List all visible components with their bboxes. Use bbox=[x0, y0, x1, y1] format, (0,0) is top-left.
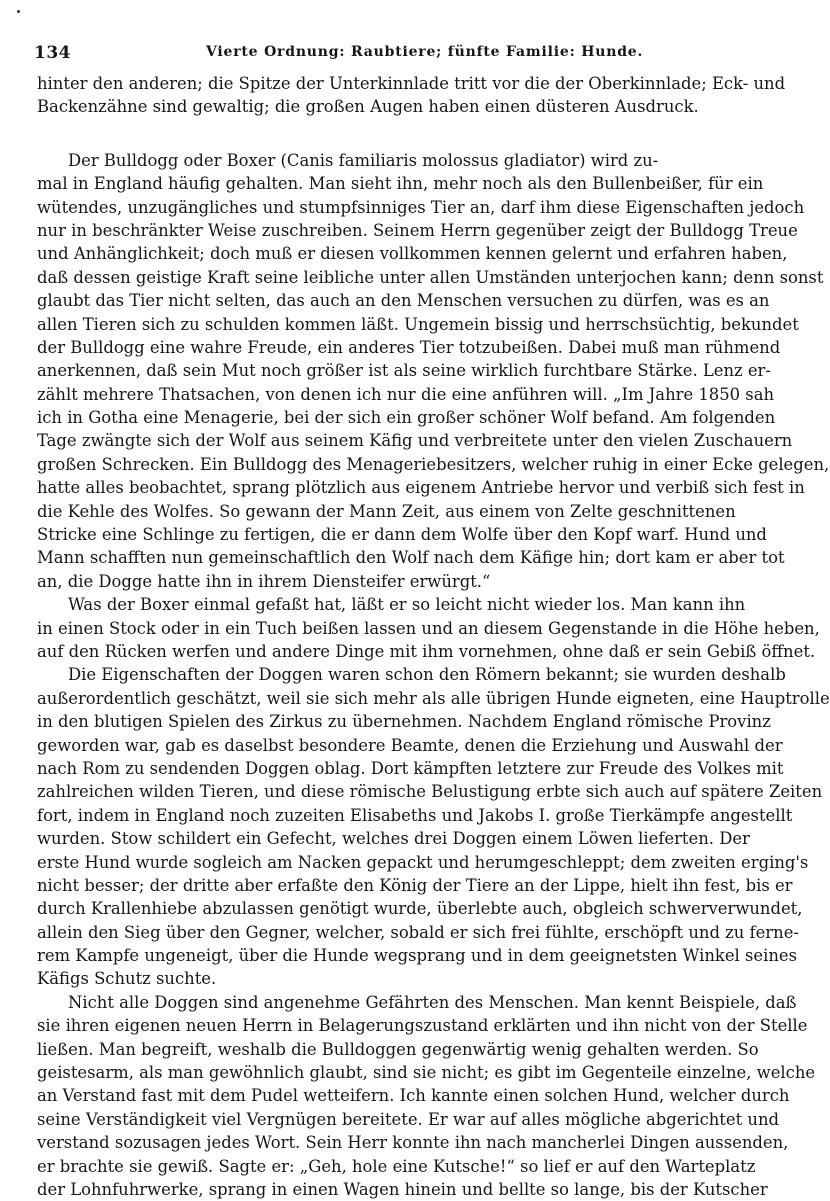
text-line: nur in beschränkter Weise zuschreiben. Seinem Herrn gegenüber zeigt der Bulldogg Treue bbox=[37, 220, 798, 240]
text-line: großen Schrecken. Ein Bulldogg des Menageriebesitzers, welcher ruhig in einer Ecke gelegen, bbox=[37, 454, 830, 474]
text-line: durch Krallenhiebe abzulassen genötigt wurde, überlebte auch, obgleich schwerverwundet, bbox=[37, 899, 803, 919]
page-number: 134 bbox=[34, 43, 71, 63]
text-line: glaubt das Tier nicht selten, das auch an den Menschen versuchen zu dürfen, was es an bbox=[37, 291, 770, 311]
text-line: an Verstand fast mit dem Pudel wetteifern. Ich kannte einen solchen Hund, welcher durch bbox=[37, 1086, 790, 1106]
text-line: seine Verständigkeit viel Vergnügen bereitete. Er war auf alles mögliche abgerichtet und bbox=[37, 1109, 779, 1129]
text-line: Die Eigenschaften der Doggen waren schon den Römern bekannt; sie wurden deshalb bbox=[68, 665, 786, 685]
body-text bbox=[37, 72, 830, 1201]
text-line: die Kehle des Wolfes. So gewann der Mann Zeit, aus einem von Zelte geschnittenen bbox=[37, 501, 736, 521]
text-line: sie ihren eigenen neuen Herrn in Belagerungszustand erklärten und ihn nicht von der Stelle bbox=[37, 1016, 808, 1036]
text-line: auf den Rücken werfen und andere Dinge mit ihm vornehmen, ohne daß er sein Gebiß öffnet. bbox=[37, 641, 816, 661]
text-line: nicht besser; der dritte aber erfaßte den König der Tiere an der Lippe, hielt ihn fest, bis er bbox=[37, 875, 793, 895]
text-line: erste Hund wurde sogleich am Nacken gepackt und herumgeschleppt; dem zweiten erging's bbox=[37, 852, 809, 872]
text-line: Käfigs Schutz suchte. bbox=[37, 969, 217, 989]
text-line: Was der Boxer einmal gefaßt hat, läßt er so leicht nicht wieder los. Man kann ihn bbox=[68, 595, 746, 615]
text-line: Tage zwängte sich der Wolf aus seinem Käfig und verbreitete unter den vielen Zuschauern bbox=[37, 431, 793, 451]
text-line: wütendes, unzugängliches und stumpfsinniges Tier an, darf ihm diese Eigenschaften jedoch bbox=[37, 197, 805, 217]
text-line: der Lohnfuhrwerke, sprang in einen Wagen hinein und bellte so lange, bis der Kutscher bbox=[37, 1179, 768, 1199]
running-head: Vierte Ordnung: Raubtiere; fünfte Familie: Hunde. bbox=[206, 44, 644, 60]
text-line: in den blutigen Spielen des Zirkus zu übernehmen. Nachdem England römische Provinz bbox=[37, 712, 771, 732]
text-line: hatte alles beobachtet, sprang plötzlich aus eigenem Antriebe hervor und verbiß sich fest in bbox=[37, 478, 805, 498]
text-line: ließen. Man begreift, weshalb die Bulldoggen gegenwärtig wenig gehalten werden. So bbox=[37, 1039, 759, 1059]
text-line: allen Tieren sich zu schulden kommen läßt. Ungemein bissig und herrschsüchtig, bekundet bbox=[37, 314, 799, 334]
text-line: Der Bulldogg oder Boxer (Canis familiaris molossus gladiator) wird zu- bbox=[68, 150, 659, 170]
text-line: an, die Dogge hatte ihn in ihrem Diensteifer erwürgt.“ bbox=[37, 571, 491, 591]
text-line: Stricke eine Schlinge zu fertigen, die er dann dem Wolfe über den Kopf warf. Hund und bbox=[37, 525, 767, 545]
text-line: rem Kampfe ungeneigt, über die Hunde wegsprang und in dem geeignetsten Winkel seines bbox=[37, 946, 798, 966]
text-line: geworden war, gab es daselbst besondere Beamte, denen die Erziehung und Auswahl der bbox=[37, 735, 783, 755]
text-line: zählt mehrere Thatsachen, von denen ich nur die eine anführen will. „Im Jahre 1850 sah bbox=[37, 384, 775, 404]
text-line: und Anhänglichkeit; doch muß er diesen vollkommen kennen gelernt und erfahren haben, bbox=[37, 244, 788, 264]
text-line: anerkennen, daß sein Mut noch größer ist als seine wirklich furchtbare Stärke. Lenz er- bbox=[37, 361, 771, 381]
text-line: nach Rom zu sendenden Doggen oblag. Dort kämpften letztere zur Freude des Volkes mit bbox=[37, 758, 784, 778]
text-line: Mann schafften nun gemeinschaftlich den Wolf nach dem Käfige hin; dort kam er aber tot bbox=[37, 548, 785, 568]
text-line: ich in Gotha eine Menagerie, bei der sich ein großer schöner Wolf befand. Am folgenden bbox=[37, 408, 776, 428]
text-line: außerordentlich geschätzt, weil sie sich mehr als alle übrigen Hunde eigneten, eine Hauptrolle bbox=[37, 688, 830, 708]
text-line: hinter den anderen; die Spitze der Unterkinnlade tritt vor die der Oberkinnlade; Eck- und bbox=[37, 74, 786, 93]
page-header bbox=[34, 43, 734, 71]
text-line: in einen Stock oder in ein Tuch beißen lassen und an diesem Gegenstande in die Höhe heben, bbox=[37, 618, 820, 638]
text-line: daß dessen geistige Kraft seine leibliche unter allen Umständen unterjochen kann; denn sonst bbox=[37, 267, 824, 287]
text-line: fort, indem in England noch zuzeiten Elisabeths und Jakobs I. große Tierkämpfe angestellt bbox=[37, 805, 793, 825]
page-speck bbox=[17, 10, 20, 13]
text-line: zahlreichen wilden Tieren, und diese römische Belustigung erbte sich auch auf spätere Zeiten bbox=[37, 782, 823, 802]
text-line: Nicht alle Doggen sind angenehme Gefährten des Menschen. Man kennt Beispiele, daß bbox=[68, 992, 797, 1012]
text-line: wurden. Stow schildert ein Gefecht, welches drei Doggen einem Löwen lieferten. Der bbox=[37, 829, 750, 849]
text-line: Backenzähne sind gewaltig; die großen Augen haben einen düsteren Ausdruck. bbox=[37, 97, 699, 117]
paragraph-gap bbox=[37, 119, 727, 149]
text-line: geistesarm, als man gewöhnlich glaubt, sind sie nicht; es gibt im Gegenteile einzelne, welche bbox=[37, 1063, 816, 1083]
text-line: allein den Sieg über den Gegner, welcher, sobald er sich frei fühlte, erschöpft und zu ferne- bbox=[37, 922, 799, 942]
text-line: der Bulldogg eine wahre Freude, ein anderes Tier totzubeißen. Dabei muß man rühmend bbox=[37, 337, 781, 357]
text-line: verstand sozusagen jedes Wort. Sein Herr konnte ihn nach mancherlei Dingen aussenden, bbox=[37, 1133, 789, 1153]
text-line: er brachte sie gewiß. Sagte er: „Geh, hole eine Kutsche!“ so lief er auf den Warteplatz bbox=[37, 1156, 756, 1176]
text-line: mal in England häufig gehalten. Man sieht ihn, mehr noch als den Bullenbeißer, für ein bbox=[37, 174, 764, 194]
